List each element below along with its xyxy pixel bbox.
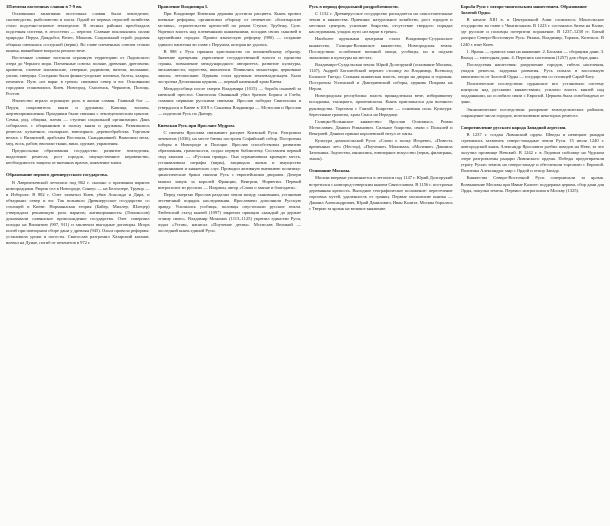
text-section [6,172,150,246]
paragraph: Последствия нашествия: разрушение городов, гибель населения, упадок ремесла, задержка развития. Русь попала в вассальную зависимость от Золотой Орды — государства со столицей Сарай-Бату. [460,61,604,80]
paragraph: При Владимире Киевская держава достигла расцвета. Князь провел военные реформы, организовал оборону от печенегов: «богатырские заставы», строительство крепостей по рекам Стугне, Трубежу, Суле. Укрепил власть над племенными княжениями, посадив своих сыновей в крупнейших городах. Провел языческую реформу (980) — создание единого пантеона во главе с Перуном, которая не удалась. [157,11,301,47]
paragraph: Политические последствия: ордынское иго установило систему контроля над русскими княжествами, усилило власть князей над подданными, но ослабило связи с Европой. Церковь была освобождена от дани. [460,81,604,105]
section-heading: Образование первого древнерусского государства. [6,172,108,178]
text-column-3 [309,4,453,522]
text-section [309,168,453,212]
section-heading: 1Племена восточных славян в 7-9 вв. [6,4,83,9]
paragraph: В 1237 г. создан Ливонский орден. Шведы и немецкие рыцари стремились захватить северо-западные земли Руси. 15 июля 1240 г. новгородский князь Александр Ярославич разбил шведов на Неве, за что получил прозвище Невский. В 1242 г. в Ледовом побоище на Чудском озере разгромлены рыцари Ливонского ордена. Победы предотвратили утрату Русью земель на северо-западе и обеспечили торговлю с Европой. Политика Александра: мир с Ордой и отпор Западу. [460,131,604,174]
paragraph: Предпосылки образования государства: развитие земледелия, выделение ремесла, рост городов, имущественное неравенство, необходимость защиты от внешних врагов, появление знати. [6,148,150,166]
paragraph: Перед смертью Ярослав разделил земли между сыновьями, установив лествичный порядок наследования. Ярославичи дополнили Русскую правду. Усилились усобицы, половцы опустошали русские земли. Любечский съезд князей (1097) закрепил принцип «каждый да держит отчину свою». Владимир Мономах (1113–1125) укрепил единство Руси, издал «Устав», написал «Поучение детям». Мстислав Великий — последний князь единой Руси. [157,191,301,234]
paragraph: Экономические последствия: разорение земледельческих районов, сокращение числа городов, исчезновение некоторых ремесел. [460,106,604,118]
text-section [461,125,605,194]
text-section [158,4,302,117]
paragraph: Москва впервые упоминается в летописи под 1147 г. Юрий Долгорукий встретился с новгород-северским князем Святославом. В 1156 г. построена деревянная крепость. Выгодное географическое положение: пересечение торговых путей, удаленность от границ. Первые московские князья — Даниил Александрович, Юрий Данилович, Иван Калита. Москва боролась с Тверью за ярлык на великое княжение. [309,175,453,211]
paragraph: Наиболее крупными центрами стали Владимиро-Суздальское княжество, Галицко-Волынское княжество, Новгородская земля. Последствия: ослабление военной мощи, усобицы, но и подъем экономики и культуры на местах. [309,36,453,60]
paragraph: Владимиро-Суздальская земля: Юрий Долгорукий (основание Москвы, 1147), Андрей Боголюбский перенес столицу во Владимир, Всеволод Большое Гнездо. Сильная княжеская власть, опора на дворян и горожан. Построены Успенский и Дмитриевский соборы, церковь Покрова на Нерли. [309,61,453,92]
text-column-4 [461,4,605,522]
text-column-1 [6,4,150,522]
paragraph: Основными занятиями восточных славян были земледелие, скотоводство, рыболовство и охота. Одной из первых отраслей хозяйства стало подсечно-огневое земледелие. В лесных районах преобладала подсечная система, в лесостепи — перелог. Славяне поклонялись силам природы: Перун, Даждьбог, Велес, Мокошь. Социальный строй: родовая община сменялась соседской (вервь). Во главе племенных союзов стояли князья, важнейшие вопросы решало вече. [6,11,150,53]
paragraph: С 1132 г. Древнерусское государство распадается на самостоятельные земли и княжества. Причины: натуральное хозяйство, рост городов и местных центров, усиление боярства, отсутствие твердого порядка наследования, упадок пути «из варяг в греки». [309,11,453,35]
paragraph: Восточные славяне заселили огромную территорию от Ладожского озера до Черного моря. Племенные союзы: поляне, древляне, дреговичи, кривичи, словене ильменские, северяне, радимичи, вятичи, волыняне, уличи, тиверцы. Соседями были финно-угорские племена, балты, хазары, печенеги. Путь «из варяг в греки» связывал север и юг. Основными городами становились Киев, Новгород, Смоленск, Чернигов, Полоцк, Ростов. [6,54,150,97]
paragraph: С именем Ярослава связывают расцвет Киевской Руси. Разгромил печенегов (1036), на месте битвы построен Софийский собор. Построены соборы в Новгороде и Полоцке. Ярослав способствовал развитию образования, грамотности, создал первую библиотеку. Составлен первый свод законов — «Русская правда». Она ограничивала кровную месть, устанавливала штрафы (виры), защищала жизнь и имущество дружинников и княжеских слуг. Проводил активную внешнюю политику: династические браки связали Русь с европейскими дворами. Дочери вышли замуж за королей Франции, Венгрии, Норвегии. Первый митрополит из русских — Иларион, автор «Слова о законе и благодати». [157,129,301,190]
text-column-2 [158,4,302,522]
text-section [461,4,605,119]
section-heading: Русь в период феодальной раздробленности. [309,4,399,9]
paragraph: В 988 г. Русь приняла христианство по византийскому образцу. Значение крещения: укрепление государственной власти и единства страны, повышение международного авторитета, развитие культуры, письменности, зодчества, иконописи. Появились монастыри, церковные школы, летописание. Церковь стала крупным землевладельцем. Была построена Десятинная церковь — первый каменный храм Киева. [157,48,301,85]
paragraph: В начале XIII в. в Центральной Азии сложилось Монгольское государство во главе с Чингисханом. В 1223 г. состоялась битва на Калке, где русские и половцы потерпели поражение. В 1237–1238 гг. Батый разорил Северо-Восточную Русь: Рязань, Владимир, Торжок, Козельск. В 1240 г. взят Киев. [460,17,604,47]
paragraph: Галицко-Волынское княжество: Ярослав Осмомысл, Роман Мстиславич, Даниил Романович. Сильное боярство, связи с Польшей и Венгрией. Даниил принял королевский титул от папы. [309,118,453,136]
paragraph: 1. Ярлык — грамота хана на княжение. 2. Баскаки — сборщики дани. 3. Выход — ежегодная дань. 4. Перепись населения (1257) для сбора дани. [460,48,604,60]
section-heading: Основание Москвы. [309,168,351,174]
section-heading: Сопротивление русского народа Западной агрессии. [460,124,567,130]
paragraph: Новгородская республика: власть принадлежала вече, избиравшему посадника, тысяцкого, архиепископа. Князь приглашался для военного руководства. Торговля с Ганзой. Боярство — основная сила. Культура: берестяные грамоты, храм Спаса на Нередице. [309,93,453,117]
section-heading: Борьба Руси с татаро-монгольским нашествием. Образование Золотой Орды. [460,4,587,16]
paragraph: Княжества Северо-Восточной Руси соперничали за ярлык. Возвышение Москвы при Иване Калите: поддержка церкви, сбор дани для Орды, покупка земель. Перенос митрополии в Москву (1325). [460,175,604,193]
text-section [309,4,453,162]
paragraph: В Лаврентьевской летописи под 862 г. сказано о призвании варягов новгородцами. Рюрик сел в Новгороде, Синеус — на Белоозере, Трувор — в Изборске. В 882 г. Олег захватил Киев, убив Аскольда и Дира, и объединил север и юг. Так возникло Древнерусское государство со столицей в Киеве. Норманнская теория (Байер, Миллер, Шлецер) утверждала решающую роль варягов; антинорманисты (Ломоносов) доказывали славянское происхождение государства. Олег совершил походы на Византию (907, 911) и заключил выгодные договоры. Игорь погиб при повторном сборе дани у древлян (945). Ольга провела реформы: установила уроки и погосты. Святослав разгромил Хазарский каганат, воевал на Дунае, погиб от печенегов в 972 г. [6,179,150,246]
text-section [158,123,302,235]
section-heading: Киевская Русь при Ярославе Мудром. [157,122,235,128]
text-section [6,4,150,166]
paragraph: Язычество играло огромную роль в жизни славян. Главный бог — Перун, покровитель князя и дружины. Капища, волхвы, жертвоприношения. Праздники были связаны с земледельческим циклом. Семья, род, община, племя — ступени социальной организации. Дань собиралась с общинников в пользу князя и дружины. Развивались ремесла: кузнечное, гончарное, ювелирное, деревообработка. Торговля велась с Византией, арабским Востоком, Скандинавией. Вывозили меха, мед, воск, рабов; ввозили ткани, вино, оружие, украшения. [6,98,150,147]
section-heading: Правление Владимира I. [157,4,208,9]
paragraph: Культура домонгольской Руси: «Слово о полку Игореве», «Повесть временных лет» (Нестор), «Поучение» Мономаха, «Моление» Даниила Заточника. Зодчество, иконопись, ювелирное искусство (зернь, филигрань, эмаль). [309,137,453,162]
paragraph: Междоусобица после смерти Владимира (1015) — борьба сыновей за киевский престол. Святополк Окаянный убил братьев Бориса и Глеба, ставших первыми русскими святыми. Ярослав победил Святополка и утвердился в Киеве в 1019 г. Сыновья Владимира — Мстислав и Ярослав — поделили Русь по Днепру. [157,86,301,116]
